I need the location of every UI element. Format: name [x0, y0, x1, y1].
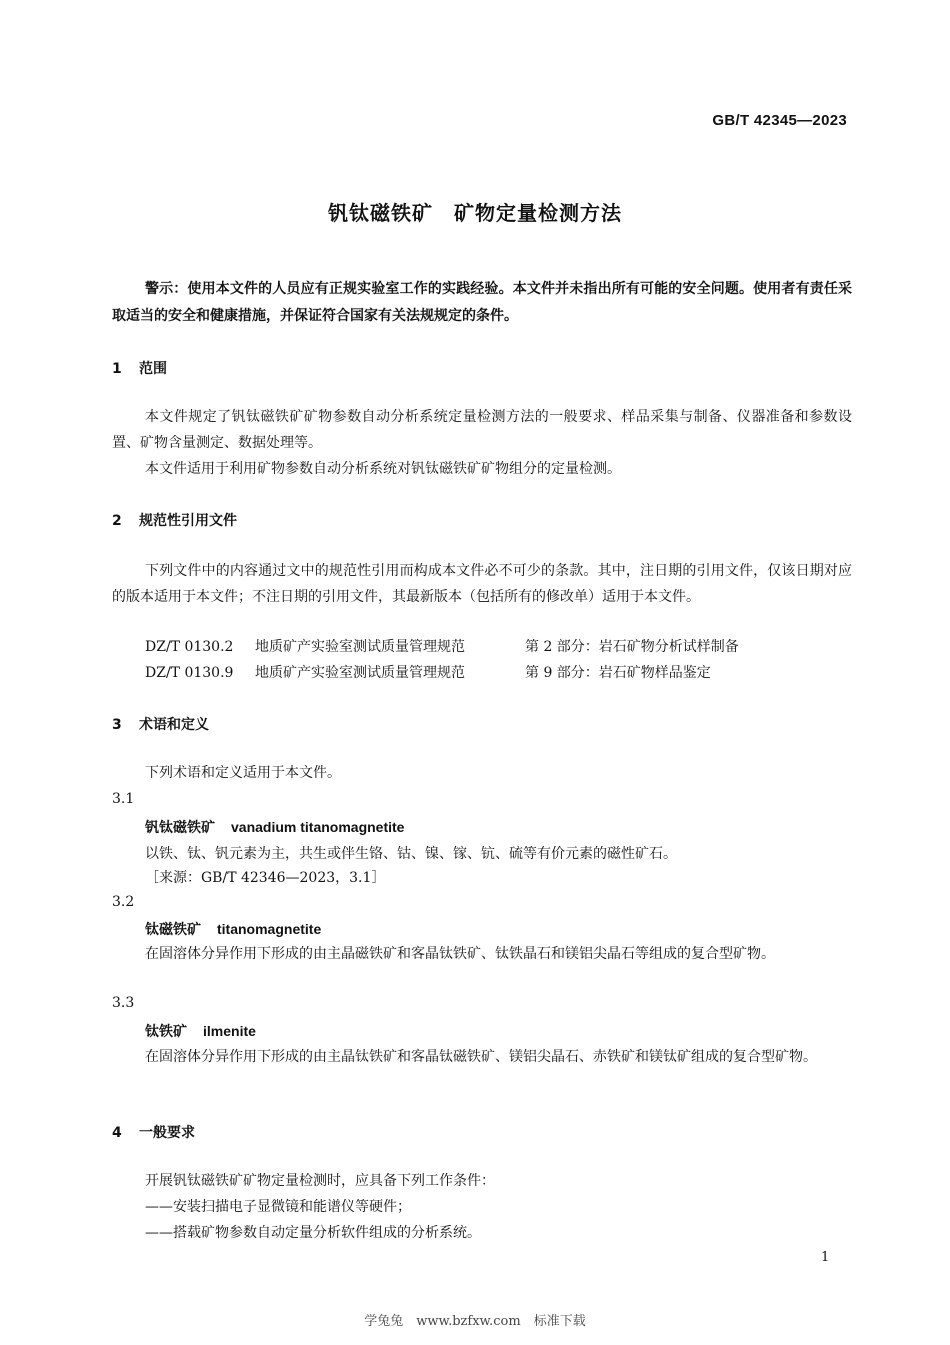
- section-3-heading: [112, 714, 209, 734]
- term-source: ［来源：GB/T 42346—2023，3.1］: [145, 870, 386, 886]
- section-title: 范围: [139, 361, 167, 377]
- reference-code: DZ/T 0130.9: [145, 665, 234, 681]
- reference-code: DZ/T 0130.2: [145, 639, 234, 655]
- section-3-intro: 下列术语和定义适用于本文件。: [145, 765, 341, 781]
- section-title: 术语和定义: [139, 717, 209, 733]
- list-item: ——搭载矿物参数自动定量分析软件组成的分析系统。: [145, 1225, 481, 1241]
- section-1-heading: [112, 358, 167, 378]
- list-item: ——安装扫描电子显微镜和能谱仪等硬件；: [145, 1199, 411, 1215]
- term-definition: 以铁、钛、钒元素为主，共生或伴生铬、钴、镍、镓、钪、硫等有价元素的磁性矿石。: [145, 846, 677, 862]
- reference-item: [145, 636, 739, 656]
- section-number: 4: [112, 1125, 122, 1141]
- section-4-intro: 开展钒钛磁铁矿矿物定量检测时，应具备下列工作条件：: [145, 1173, 495, 1189]
- section-number: 1: [112, 361, 122, 377]
- section-1-paragraph-2: 本文件适用于利用矿物参数自动分析系统对钒钛磁铁矿矿物组分的定量检测。: [145, 461, 621, 477]
- term-english: vanadium titanomagnetite: [231, 819, 405, 835]
- term-english: titanomagnetite: [217, 921, 322, 937]
- term-number: 3.1: [112, 791, 135, 807]
- reference-name: 地质矿产实验室测试质量管理规范: [255, 665, 465, 681]
- term-number: 3.2: [112, 894, 135, 910]
- term-entry: [145, 817, 404, 837]
- section-title: 一般要求: [139, 1125, 195, 1141]
- section-number: 2: [112, 513, 122, 529]
- document-title: 钒钛磁铁矿 矿物定量检测方法: [328, 201, 622, 225]
- reference-name: 地质矿产实验室测试质量管理规范: [255, 639, 465, 655]
- section-1-paragraph-1: 本文件规定了钒钛磁铁矿矿物参数自动分析系统定量检测方法的一般要求、样品采集与制备、仪器准备和参数设置、矿物含量测定、数据处理等。: [112, 409, 852, 451]
- term-entry: [145, 1021, 256, 1041]
- term-definition: 在固溶体分异作用下形成的由主晶磁铁矿和客晶钛铁矿、钛铁晶石和镁铝尖晶石等组成的复合型矿物。: [145, 946, 775, 962]
- reference-part: 第 9 部分：岩石矿物样品鉴定: [525, 665, 711, 681]
- safety-warning: 警示：使用本文件的人员应有正规实验室工作的实践经验。本文件并未指出所有可能的安全问题。使用者有责任采取适当的安全和健康措施，并保证符合国家有关法规规定的条件。: [112, 281, 852, 324]
- term-entry: [145, 919, 321, 939]
- watermark-footer: 学兔兔 www.bzfxw.com 标准下载: [364, 1314, 586, 1329]
- section-2-heading: [112, 510, 237, 530]
- page-number: 1: [821, 1250, 830, 1265]
- term-number: 3.3: [112, 995, 135, 1011]
- term-chinese: 钛铁矿: [145, 1024, 187, 1040]
- section-number: 3: [112, 717, 122, 733]
- term-chinese: 钛磁铁矿: [145, 922, 201, 938]
- section-4-heading: [112, 1122, 195, 1142]
- term-definition: 在固溶体分异作用下形成的由主晶钛铁矿和客晶钛磁铁矿、镁铝尖晶石、赤铁矿和镁钛矿组成的复合型矿物。: [145, 1049, 817, 1065]
- term-chinese: 钒钛磁铁矿: [145, 820, 215, 836]
- section-title: 规范性引用文件: [139, 513, 237, 529]
- section-2-paragraph: 下列文件中的内容通过文中的规范性引用而构成本文件必不可少的条款。其中，注日期的引用文件，仅该日期对应的版本适用于本文件；不注日期的引用文件，其最新版本（包括所有的修改单）适用于本文件。: [112, 563, 852, 605]
- reference-item: [145, 662, 711, 682]
- term-english: ilmenite: [203, 1023, 256, 1039]
- standard-number: GB/T 42345—2023: [712, 112, 847, 129]
- reference-part: 第 2 部分：岩石矿物分析试样制备: [525, 639, 739, 655]
